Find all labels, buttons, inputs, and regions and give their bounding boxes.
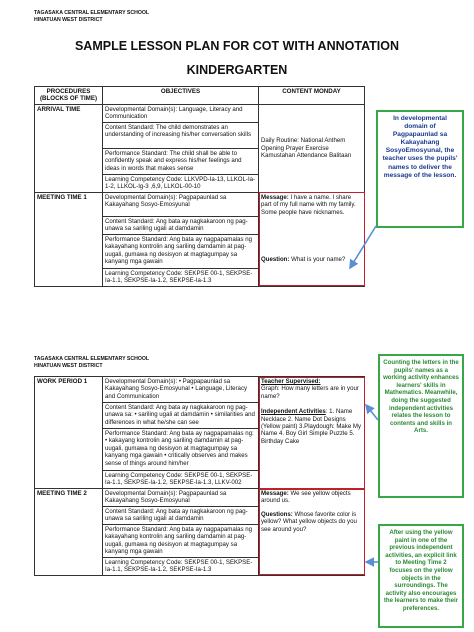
page-2 [0, 318, 474, 632]
work-period-1-label: WORK PERIOD 1 [35, 377, 103, 489]
work1-content-standard: Content Standard: Ang bata ay nagkakaroon ng pag-unawa sa: • sariling ugali at damdamin • similarities and differences in what he/she can see [103, 403, 259, 429]
table-row [35, 192, 365, 216]
work1-domain: Developmental Domain(s): • Pagpapaunlad sa Kakayahang Sosyo-Emosyunal • Language, Literacy and Communication [103, 377, 259, 403]
arrival-domain: Developmental Domain(s): Language, Literacy and Communication [103, 104, 259, 122]
table-row [35, 377, 365, 403]
table-row [35, 104, 365, 122]
work1-content [259, 377, 365, 489]
meeting1-competency: Learning Competency Code: SEKPSE 00-1, SEKPSE-Ia-1.1, SEKPSE-Ia-1.2, SEKPSE-Ia-1.3 [103, 268, 259, 286]
meeting2-content-standard: Content Standard: Ang bata ay nagkakaroon ng pag-unawa sa sariling ugali at damdamin [103, 507, 259, 525]
arrival-content: Daily Routine: National Anthem Opening Prayer Exercise Kamustahan Attendance Balitaan [259, 104, 365, 192]
annotation-note-1: In developmental domain of Pagpapaunlad sa Kakayahang SosyoEmosyunal, the teacher uses the pupils' names to deliver the message of the lesson. [376, 110, 464, 228]
meeting1-performance-standard: Performance Standard: Ang bata ay nagpapamalas ng kakayahang kontrolin ang sariling damdamin at pag-uugali, gumawa ng desisyon at magtagumpay sa kanyang mga gawain [103, 234, 259, 268]
school-name: TAGASAKA CENTRAL ELEMENTARY SCHOOL [34, 356, 150, 362]
document-subtitle: KINDERGARTEN [186, 63, 288, 77]
supervised-label: Teacher Supervised: [261, 378, 321, 385]
lesson-table-1 [34, 86, 365, 287]
work1-competency: Learning Competency Code: SEKPSE 00-1, SEKPSE-Ia-1.1, SEKPSE-Ia-1.2, SEKPSE-Ia-1.3, LLKV-002 [103, 471, 259, 489]
meeting1-content [259, 192, 365, 286]
message-label: Message: [261, 193, 289, 201]
message-label: Message: [261, 490, 289, 497]
meeting1-domain: Developmental Domain(s): Pagpapaunlad sa Kakayahang Sosyo-Emosyunal [103, 192, 259, 216]
meeting2-performance-standard: Performance Standard: Ang bata ay nagpapamalas ng kakayahang kontrolin ang sariling damdamin at pag-uugali, gumawa ng desisyon at magtagumpay sa kanyang mga gawain [103, 525, 259, 558]
meeting-time-1-label: MEETING TIME 1 [35, 192, 103, 286]
district-name: HINATUAN WEST DISTRICT [34, 363, 103, 369]
header-content: CONTENT MONDAY [259, 87, 365, 105]
header-procedures: PROCEDURES (BLOCKS OF TIME) [35, 87, 103, 105]
header-objectives: OBJECTIVES [103, 87, 259, 105]
arrival-performance-standard: Performance Standard: The child shall be able to confidently speak and express his/her feelings and ideas in words that makes sense [103, 148, 259, 174]
arrival-time-label: ARRIVAL TIME [35, 104, 103, 192]
meeting2-domain: Developmental Domain(s): Pagpapaunlad sa Kakayahang Sosyo-Emosyunal [103, 489, 259, 507]
independent-label: Independent Activities [261, 408, 326, 416]
supervised-text: Graph: How many letters are in your name? [261, 385, 359, 400]
work1-performance-standard: Performance Standard: Ang bata ay nagpapamalas ng: • kakayang kontrolin ang sariling damdamin at pag-uugali, gumawa ng desisyon at magtagumpay sa kanyang mga gawain • critically observes and makes sense of things around him/her [103, 429, 259, 471]
question-text: What is your name? [289, 256, 346, 264]
meeting-time-2-label: MEETING TIME 2 [35, 489, 103, 576]
meeting2-competency: Learning Competency Code: SEKPSE 00-1, SEKPSE-Ia-1.1, SEKPSE-Ia-1.2, SEKPSE-Ia-1.3 [103, 557, 259, 575]
message-text: We see yellow objects around us. [261, 490, 351, 505]
table-header-row [35, 87, 365, 105]
independent-text: : 1. Name Necklace 2. Name Dot Designs (Yellow paint) 3.Playdough: Make My Name 4. Boy Girl Simple Puzzle 5. Birthday Cake [261, 408, 362, 445]
annotation-note-3: After using the yellow paint in one of the previous independent activities, an explicit link to Meeting Time 2 focuses on the yellow objects in the surroundings. The activity also encourages the learners to make their preferences. [378, 524, 464, 628]
document-title: SAMPLE LESSON PLAN FOR COT WITH ANNOTATION [74, 39, 400, 53]
school-name: TAGASAKA CENTRAL ELEMENTARY SCHOOL [34, 10, 150, 16]
question-label: Question: [261, 256, 290, 264]
annotation-note-2: Counting the letters in the pupils' names as a working activity enhances learners' skills in Mathematics. Meanwhile, doing the suggested independent activities relates the lesson to contents and skills in Arts. [378, 354, 464, 498]
table-row [35, 489, 365, 507]
district-name: HINATUAN WEST DISTRICT [34, 17, 103, 23]
message-text: I have a name. I share part of my full name with my family. Some people have nicknames. [261, 193, 356, 216]
arrival-competency: Learning Competency Code: LLKVPD-Ia-13, LLKOL-Ia-1-2, LLKOL-Ig-3 ,6,9, LLKOL-00-10 [103, 174, 259, 192]
meeting2-content [259, 489, 365, 576]
questions-label: Questions: [261, 510, 293, 518]
meeting1-content-standard: Content Standard: Ang bata ay nagkakaroon ng pag-unawa sa sariling ugali at damdamin [103, 216, 259, 234]
questions-text: Whose favorite color is yellow? What yellow objects do you see around you? [261, 510, 357, 533]
lesson-table-2 [34, 376, 365, 576]
arrival-content-standard: Content Standard: The child demonstrates an understanding of increasing his/her conversation skills [103, 122, 259, 148]
